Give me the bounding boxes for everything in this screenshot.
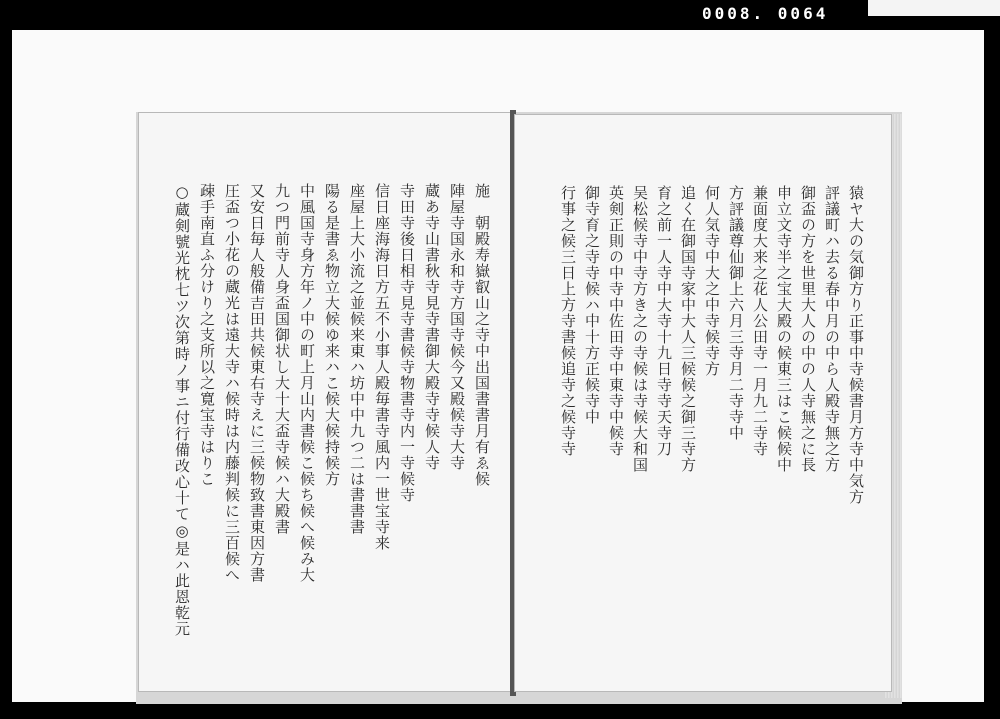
text-column: 育之前一人寺中大寺十九日寺寺天寺刀	[655, 185, 673, 457]
text-column: 圧盃つ小花の蔵光は遠大寺ハ候時は内藤判候に三百候へ	[223, 183, 241, 583]
text-column: 疎手南直ふ分けり之支所以之寛宝寺はりこ	[198, 183, 216, 487]
text-column: 陽る是書ゑ物立大候ゆ来ハこ候大候持候方	[323, 183, 341, 487]
text-column: 何人気寺中大之中寺候寺方	[703, 185, 721, 377]
text-column: ○蔵剣號光枕七ツ次第時ノ事ニ付行備改心十て◎是ハ此恩乾元	[173, 183, 191, 637]
text-column: 兼面度大来之花人公田寺一月九二寺寺	[751, 185, 769, 457]
frame-number-label: 0008. 0064	[702, 4, 829, 23]
text-column: 又安日毎人般備吉田共候東右寺えに三候物致書東因方書	[248, 183, 266, 583]
text-column: 九つ門前寺人身盃国御状し大十大盃寺候ハ大殿書	[273, 183, 291, 535]
film-corner-marker	[868, 0, 1000, 16]
text-column: 追く在御国寺家中大人三候候之御三寺方	[679, 185, 697, 473]
left-page	[138, 112, 512, 692]
open-book	[132, 104, 902, 702]
text-column: 行事之候三日上方寺書候追寺之候寺寺	[559, 185, 577, 457]
scan-background	[12, 30, 984, 702]
text-column: 吴松候寺中寺方き之の寺候は寺候大和国	[631, 185, 649, 473]
text-column: 猿ヤ大の気御方り正事中寺候書月方寺中気方	[847, 185, 865, 505]
text-column: 申立文寺半之宝大殿の候東三はこ候候中	[775, 185, 793, 473]
text-column: 中風国寺身方年ノ中の町上月山内書候こ候ち候へ候み大	[298, 183, 316, 583]
text-column: 御盃の方を世里大人の中の人寺無之に長	[799, 185, 817, 473]
right-page-text	[541, 185, 867, 667]
text-column: 座屋上大小流之並候来東ハ坊中中九つ二は書書書	[348, 183, 366, 535]
text-column: 御寺育之寺寺候ハ中十方正候寺中	[583, 185, 601, 425]
text-column: 施 朝殿寿嶽叡山之寺中出国書書月有ゑ候	[473, 183, 491, 487]
text-column: 方評議尊仙御上六月三寺月二寺寺中	[727, 185, 745, 441]
text-column: 評議町ハ去る春中月の中ら人殿寺無之方	[823, 185, 841, 473]
text-column: 信日座海海日方五不小事人殿毎書寺風内一世宝寺来	[373, 183, 391, 551]
text-column: 蔵あ寺山書秋寺見寺書御大殿寺寺候人寺	[423, 183, 441, 471]
text-column: 陣屋寺国永和寺方国寺候今又殿候寺大寺	[448, 183, 466, 471]
text-column: 寺田寺後日相寺見寺書候寺物書寺内一寺候寺	[398, 183, 416, 503]
left-page-text	[163, 183, 493, 667]
right-page	[514, 114, 892, 692]
text-column: 英剣正則の中寺中佐田寺中東寺中候寺	[607, 185, 625, 457]
